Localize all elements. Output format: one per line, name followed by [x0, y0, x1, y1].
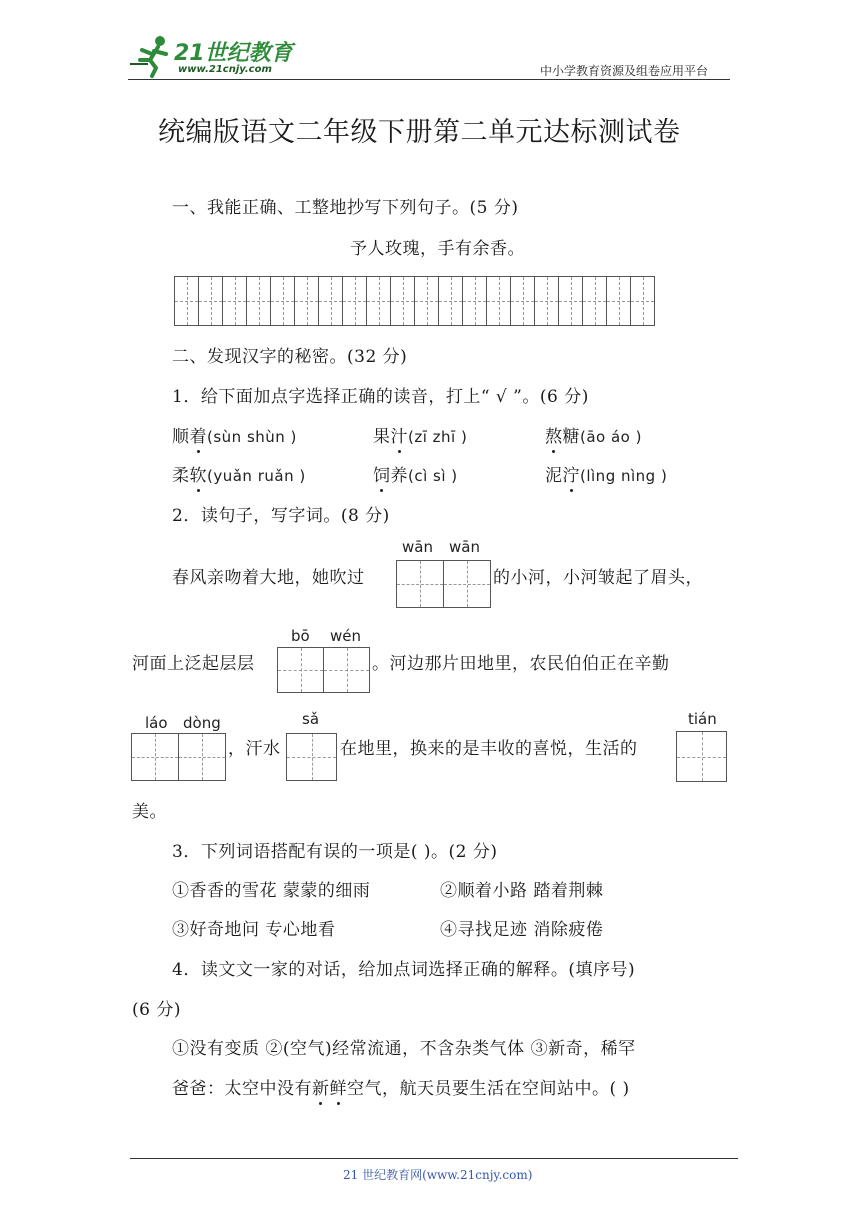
line1-pre: 春风亲吻着大地，她吹过 — [172, 568, 365, 588]
writing-cell[interactable] — [462, 276, 487, 326]
line1-post: 的小河，小河皱起了眉头， — [493, 568, 703, 588]
q4-prompt: 4．读文文一家的对话，给加点词选择正确的解释。(填序号) — [172, 960, 636, 980]
pinyin-label: bō — [291, 627, 310, 645]
q3-option-2[interactable]: ②顺着小路 踏着荆棘 — [440, 881, 604, 901]
copy-writing-grid[interactable] — [174, 276, 655, 326]
pinyin-label: sǎ — [302, 710, 320, 728]
writing-cell[interactable] — [131, 733, 179, 781]
pinyin-label: láo — [145, 714, 168, 732]
q4-score: (6 分) — [132, 1000, 181, 1020]
pinyin-label: wān — [402, 538, 433, 556]
q3-prompt: 3．下列词语搭配有误的一项是( )。(2 分) — [172, 842, 498, 862]
writing-cell[interactable] — [414, 276, 439, 326]
site-logo — [128, 34, 293, 78]
writing-cell[interactable] — [486, 276, 511, 326]
q1-item[interactable]: 顺着(sùn shùn ) — [172, 427, 297, 447]
section1-heading: 一、我能正确、工整地抄写下列句子。(5 分) — [172, 198, 519, 218]
writing-cell[interactable] — [323, 647, 370, 693]
q3-option-4[interactable]: ④寻找足迹 消除疲倦 — [440, 920, 604, 940]
writing-cell[interactable] — [606, 276, 631, 326]
line2-post: 。河边那片田地里，农民伯伯正在辛勤 — [372, 654, 670, 674]
writing-cell[interactable] — [390, 276, 415, 326]
writing-cell[interactable] — [174, 276, 199, 326]
writing-cell[interactable] — [342, 276, 367, 326]
q1-item[interactable]: 泥泞(lìng nìng ) — [545, 466, 668, 486]
writing-cell[interactable] — [286, 733, 337, 781]
header-rule — [128, 79, 730, 80]
answer-grid-bowen[interactable] — [277, 647, 370, 693]
q4-dad-line[interactable]: 爸爸：太空中没有新鲜空气，航天员要生活在空间站中。( ) — [172, 1079, 630, 1099]
writing-cell[interactable] — [630, 276, 655, 326]
writing-cell[interactable] — [510, 276, 535, 326]
logo-text: 21世纪教育 — [174, 41, 293, 66]
q2-prompt: 2．读句子，写字词。(8 分) — [172, 506, 390, 526]
writing-cell[interactable] — [396, 560, 444, 608]
answer-grid-laodong[interactable] — [131, 733, 226, 781]
q1-item[interactable]: 果汁(zī zhī ) — [373, 427, 468, 447]
copy-sentence: 予人玫瑰，手有余香。 — [350, 239, 525, 259]
footer-rule — [130, 1158, 738, 1159]
writing-cell[interactable] — [443, 560, 491, 608]
section2-heading: 二、发现汉字的秘密。(32 分) — [172, 347, 408, 367]
writing-cell[interactable] — [294, 276, 319, 326]
writing-cell[interactable] — [534, 276, 559, 326]
writing-cell[interactable] — [318, 276, 343, 326]
writing-cell[interactable] — [178, 733, 226, 781]
writing-cell[interactable] — [582, 276, 607, 326]
q4-meanings: ①没有变质 ②(空气)经常流通，不含杂类气体 ③新奇，稀罕 — [172, 1039, 636, 1059]
writing-cell[interactable] — [366, 276, 391, 326]
q3-option-3[interactable]: ③好奇地问 专心地看 — [172, 920, 336, 940]
line3-mid2: 在地里，换来的是丰收的喜悦，生活的 — [340, 739, 638, 759]
line4: 美。 — [132, 802, 167, 822]
pinyin-label: tián — [688, 710, 717, 728]
writing-cell[interactable] — [676, 731, 727, 782]
q1-item[interactable]: 饲养(cì sì ) — [373, 466, 458, 486]
q1-prompt: 1．给下面加点字选择正确的读音，打上“ √ ”。(6 分) — [172, 387, 589, 407]
line2-pre: 河面上泛起层层 — [132, 654, 255, 674]
answer-grid-sa[interactable] — [286, 733, 337, 781]
writing-cell[interactable] — [277, 647, 324, 693]
answer-grid-tian[interactable] — [676, 731, 727, 782]
runner-logo-icon — [128, 34, 178, 78]
writing-cell[interactable] — [558, 276, 583, 326]
writing-cell[interactable] — [270, 276, 295, 326]
writing-cell[interactable] — [198, 276, 223, 326]
q3-option-1[interactable]: ①香香的雪花 蒙蒙的细雨 — [172, 881, 371, 901]
header-right-text: 中小学教育资源及组卷应用平台 — [540, 64, 709, 78]
pinyin-label: dòng — [183, 714, 221, 732]
q1-item[interactable]: 熬糖(āo áo ) — [545, 427, 642, 447]
logo-url: www.21cnjy.com — [178, 64, 272, 75]
writing-cell[interactable] — [222, 276, 247, 326]
answer-grid-wanwan[interactable] — [396, 560, 491, 608]
writing-cell[interactable] — [246, 276, 271, 326]
page-title: 统编版语文二年级下册第二单元达标测试卷 — [158, 117, 681, 148]
pinyin-label: wén — [330, 627, 362, 645]
q1-item[interactable]: 柔软(yuǎn ruǎn ) — [172, 466, 306, 486]
line3-mid1: ，汗水 — [228, 739, 281, 759]
footer-text: 21 世纪教育网(www.21cnjy.com) — [343, 1168, 533, 1182]
writing-cell[interactable] — [438, 276, 463, 326]
pinyin-label: wān — [449, 538, 480, 556]
